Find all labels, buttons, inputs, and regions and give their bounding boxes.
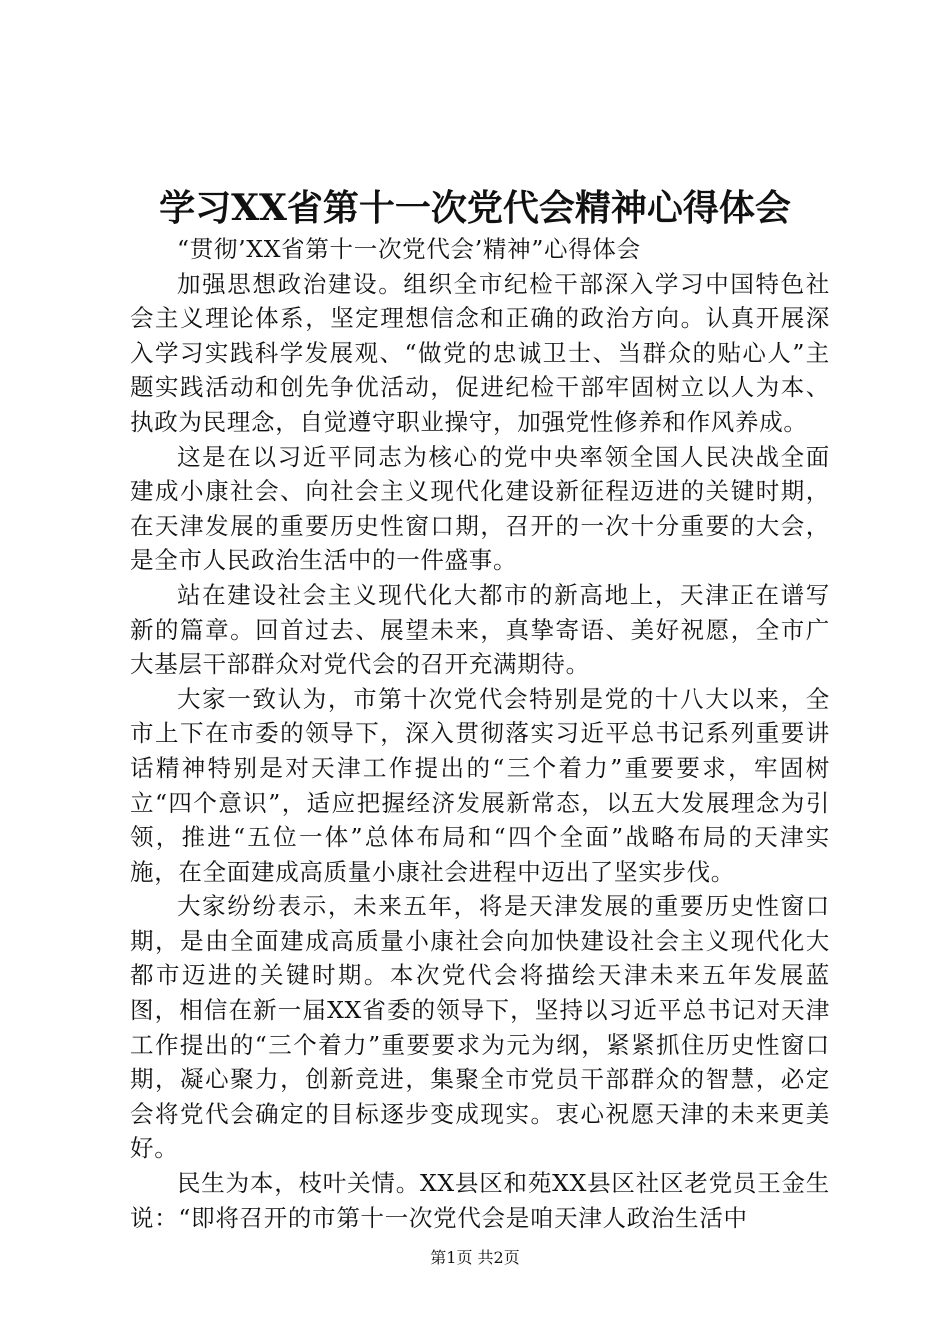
body-paragraph: 大家纷纷表示，未来五年，将是天津发展的重要历史性窗口期，是由全面建成高质量小康社会向加快建设社会主义现代化大都市迈进的关键时期。本次党代会将描绘天津未来五年发展蓝图，相信在新一届XX省委的领导下，坚持以习近平总书记对天津工作提出的“三个着力”重要要求为元为纲，紧紧抓住历史性窗口期，凝心聚力，创新竞进，集聚全市党员干部群众的智慧，必定会将党代会确定的目标逐步变成现实。衷心祝愿天津的未来更美好。 [130,892,830,1163]
body-paragraph: 这是在以习近平同志为核心的党中央率领全国人民决战全面建成小康社会、向社会主义现代化建设新征程迈进的关键时期，在天津发展的重要历史性窗口期，召开的一次十分重要的大会，是全市人民政治生活中的一件盛事。 [130,442,830,575]
subtitle-paragraph: “贯彻’XX省第十一次党代会’精神”心得体会 [177,235,641,263]
body-paragraph: 大家一致认为，市第十次党代会特别是党的十八大以来，全市上下在市委的领导下，深入贯彻落实习近平总书记系列重要讲话精神特别是对天津工作提出的“三个着力”重要要求，牢固树立“四个意识”，适应把握经济发展新常态，以五大发展理念为引领，推进“五位一体”总体布局和“四个全面”战略布局的天津实施，在全面建成高质量小康社会进程中迈出了坚实步伐。 [130,684,830,886]
document-body [130,232,830,1235]
page-number-footer: 第1页 共2页 [430,1248,520,1267]
document-title: 学习XX省第十一次党代会精神心得体会 [159,187,791,229]
body-paragraph: 站在建设社会主义现代化大都市的新高地上，天津正在谱写新的篇章。回首过去、展望未来，真挚寄语、美好祝愿，全市广大基层干部群众对党代会的召开充满期待。 [130,580,830,679]
body-paragraph: 加强思想政治建设。组织全市纪检干部深入学习中国特色社会主义理论体系，坚定理想信念和正确的政治方向。认真开展深入学习实践科学发展观、“做党的忠诚卫士、当群众的贴心人”主题实践活动和创先争优活动，促进纪检干部牢固树立以人为本、执政为民理念，自觉遵守职业操守，加强党性修养和作风养成。 [130,269,830,436]
body-paragraph: 民生为本，枝叶关情。XX县区和苑XX县区社区老党员王金生说：“即将召开的市第十一次党代会是咱天津人政治生活中 [130,1169,830,1232]
